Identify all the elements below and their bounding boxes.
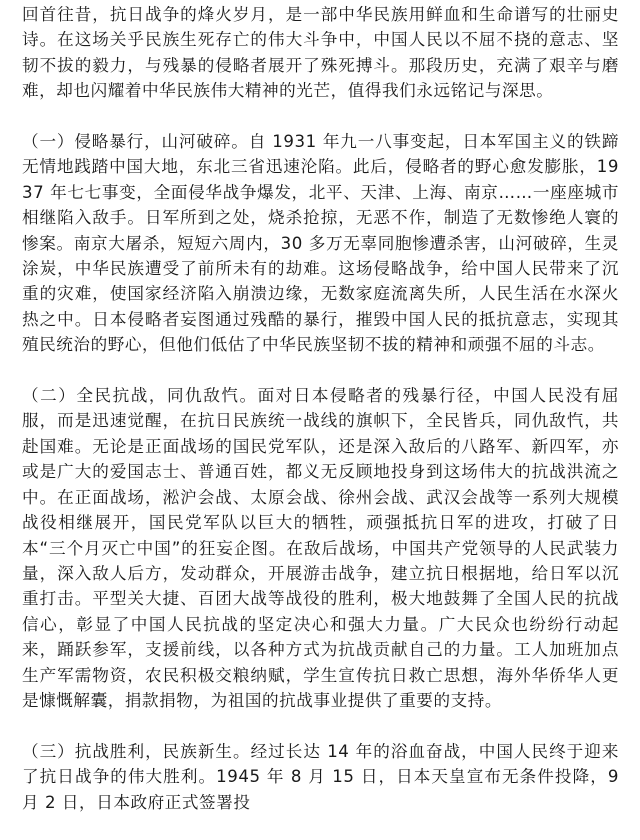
section-two-paragraph: （二）全民抗战，同仇敌忾。面对日本侵略者的残暴行径，中国人民没有屈服，而是迅速觉醒，在抗日民族统一战线的旗帜下，全民皆兵，同仇敌忾，共赴国难。无论是正面战场的国民党军队，还是深入敌后的八路军、新四军，亦或是广大的爱国志士、普通百姓，都义无反顾地投身到这场伟大的抗战洪流之中。在正面战场，淞沪会战、太原会战、徐州会战、武汉会战等一系列大规模战役相继展开，国民党军队以巨大的牺牲，顽强抵抗日军的进攻，打破了日本“三个月灭亡中国”的狂妄企图。在敌后战场，中国共产党领导的人民武装力量，深入敌人后方，发动群众，开展游击战争，建立抗日根据地，给日军以沉重打击。平型关大捷、百团大战等战役的胜利，极大地鼓舞了全国人民的抗战信心，彰显了中国人民抗战的坚定决心和强大力量。广大民众也纷纷行动起来，踊跃参军，支援前线，以各种方式为抗战贡献自己的力量。工人加班加点生产军需物资，农民积极交粮纳赋，学生宣传抗日救亡思想，海外华侨华人更是慷慨解囊，捐款捐物，为祖国的抗战事业提供了重要的支持。: [22, 386, 619, 710]
section-three-paragraph: （三）抗战胜利，民族新生。经过长达 14 年的浴血奋战，中国人民终于迎来了抗日战争的伟大胜利。1945 年 8 月 15 日，日本天皇宣布无条件投降，9 月 2 日，日本政府正式签署投: [22, 741, 619, 812]
article-body: [22, 2, 619, 840]
intro-paragraph: 回首往昔，抗日战争的烽火岁月，是一部中华民族用鲜血和生命谱写的壮丽史诗。在这场关乎民族生死存亡的伟大斗争中，中国人民以不屈不挠的意志、坚韧不拔的毅力，与残暴的侵略者展开了殊死搏斗。那段历史，充满了艰辛与磨难，却也闪耀着中华民族伟大精神的光芒，值得我们永远铭记与深思。: [22, 5, 619, 101]
section-one-paragraph: （一）侵略暴行，山河破碎。自 1931 年九一八事变起，日本军国主义的铁蹄无情地践踏中国大地，东北三省迅速沦陷。此后，侵略者的野心愈发膨胀，1937 年七七事变，全面侵华战争爆发，北平、天津、上海、南京……一座座城市相继陷入敌手。日军所到之处，烧杀抢掠，无恶不作，制造了无数惨绝人寰的惨案。南京大屠杀，短短六周内，30 多万无辜同胞惨遭杀害，山河破碎，生灵涂炭，中华民族遭受了前所未有的劫难。这场侵略战争，给中国人民带来了沉重的灾难，使国家经济陷入崩溃边缘，无数家庭流离失所，人民生活在水深火热之中。日本侵略者妄图通过残酷的暴行，摧毁中国人民的抵抗意志，实现其殖民统治的野心，但他们低估了中华民族坚韧不拔的精神和顽强不屈的斗志。: [22, 132, 619, 355]
